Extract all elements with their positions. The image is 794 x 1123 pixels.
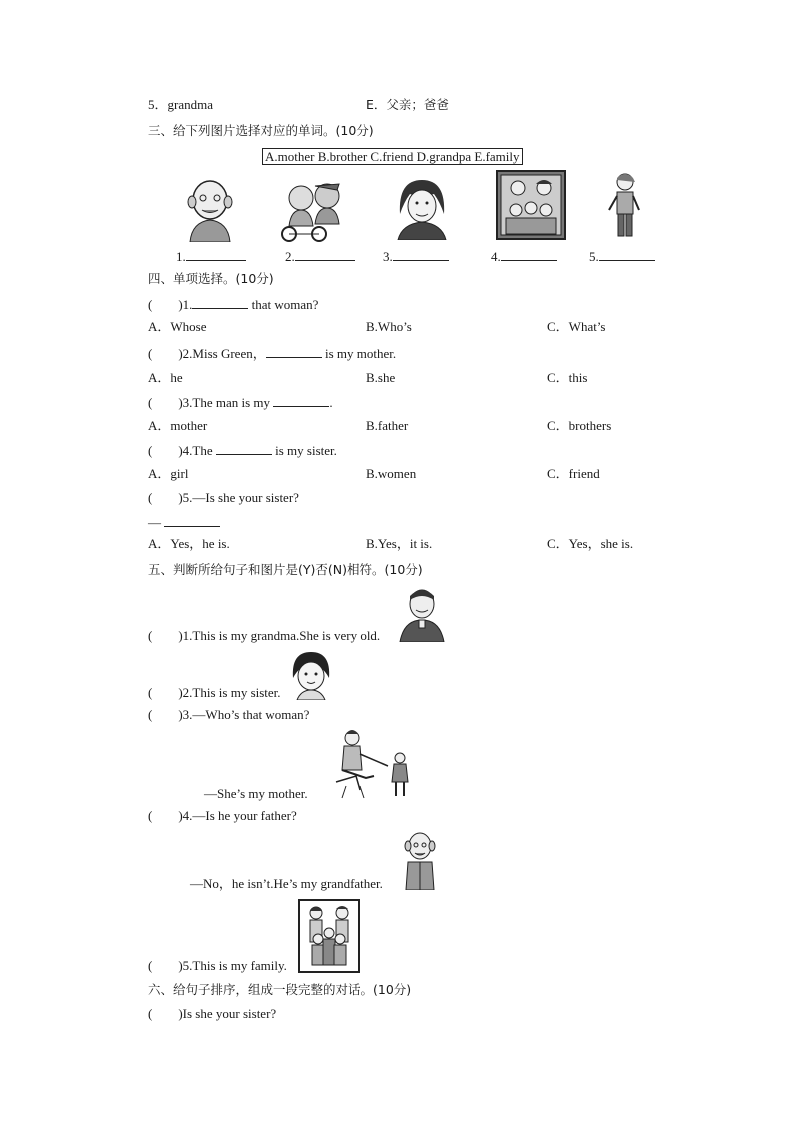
- option-c[interactable]: C．Yes，she is.: [547, 536, 634, 551]
- order-item-1: ( )Is she your sister?: [148, 1006, 277, 1021]
- answer-paren[interactable]: ( ): [148, 707, 183, 722]
- picture-label-5: 5.: [589, 248, 655, 265]
- mother-and-child-picture: [316, 726, 410, 800]
- old-man-picture: [398, 584, 448, 642]
- fill-blank[interactable]: [273, 394, 329, 407]
- option-c[interactable]: C．brothers: [547, 418, 612, 433]
- answer-blank[interactable]: [501, 248, 557, 261]
- family-portrait-picture: [496, 170, 566, 240]
- judge-item-5: ( )5.This is my family.: [148, 958, 287, 973]
- option-a[interactable]: A．mother: [148, 418, 208, 433]
- section6-heading: 六、给句子排序，组成一段完整的对话。(10分): [148, 982, 412, 997]
- answer-paren[interactable]: ( ): [148, 808, 183, 823]
- section3-heading: 三、给下列图片选择对应的单词。(10分): [148, 123, 374, 138]
- picture-label-3: 3.: [383, 248, 449, 265]
- judge-item-4-reply: —No，he isn’t.He’s my grandfather.: [190, 876, 383, 891]
- answer-paren[interactable]: ( ): [148, 395, 183, 410]
- answer-paren[interactable]: ( ): [148, 1006, 183, 1021]
- option-c[interactable]: C．What’s: [547, 319, 606, 334]
- girl-picture: [289, 650, 333, 700]
- answer-blank[interactable]: [295, 248, 355, 261]
- judge-item-4: ( )4.—Is he your father?: [148, 808, 297, 823]
- word-bank: A.mother B.brother C.friend D.grandpa E.family: [262, 148, 523, 165]
- family-picture: [298, 899, 360, 973]
- option-b[interactable]: B.Who’s: [366, 319, 412, 334]
- fill-blank[interactable]: [192, 296, 248, 309]
- boy-standing-picture: [605, 170, 645, 242]
- option-c[interactable]: C．this: [547, 370, 588, 385]
- grandfather-picture: [400, 830, 440, 890]
- judge-item-3-reply: —She’s my mother.: [204, 786, 308, 801]
- woman-smiling-picture: [390, 174, 454, 240]
- section5-heading: 五、判断所给句子和图片是(Y)否(N)相符。(10分): [148, 562, 423, 577]
- answer-blank[interactable]: [186, 248, 246, 261]
- mc-question-3: ( )3.The man is my .: [148, 395, 333, 410]
- answer-line: —: [148, 514, 220, 531]
- matching-word: grandma: [167, 97, 213, 112]
- judge-item-1: ( )1.This is my grandma.She is very old.: [148, 628, 381, 643]
- fill-blank[interactable]: [216, 442, 272, 455]
- option-b[interactable]: B.Yes，it is.: [366, 536, 433, 551]
- answer-paren[interactable]: ( ): [148, 297, 183, 312]
- grandpa-picture: [180, 174, 240, 242]
- section4-heading: 四、单项选择。(10分): [148, 271, 274, 286]
- fill-blank[interactable]: [266, 345, 322, 358]
- mc-question-2: ( )2.Miss Green， is my mother.: [148, 346, 397, 361]
- option-a[interactable]: A．girl: [148, 466, 189, 481]
- matching-number: 5．: [148, 97, 168, 112]
- option-b[interactable]: B.she: [366, 370, 396, 385]
- answer-blank[interactable]: [599, 248, 655, 261]
- fill-blank[interactable]: [164, 514, 220, 527]
- option-a[interactable]: A．Yes，he is.: [148, 536, 230, 551]
- mc-question-4: ( )4.The is my sister.: [148, 443, 337, 458]
- matching-option-e: E．父亲；爸爸: [366, 97, 449, 112]
- picture-label-4: 4.: [491, 248, 557, 265]
- answer-blank[interactable]: [393, 248, 449, 261]
- matching-item-5: [148, 97, 213, 113]
- judge-item-3: ( )3.—Who’s that woman?: [148, 707, 310, 722]
- answer-paren[interactable]: ( ): [148, 628, 183, 643]
- answer-paren[interactable]: ( ): [148, 958, 183, 973]
- option-a[interactable]: A．he: [148, 370, 183, 385]
- picture-label-2: 2.: [285, 248, 355, 265]
- judge-item-2: ( )2.This is my sister.: [148, 685, 281, 700]
- option-b[interactable]: B.father: [366, 418, 409, 433]
- answer-paren[interactable]: ( ): [148, 685, 183, 700]
- option-c[interactable]: C．friend: [547, 466, 600, 481]
- answer-paren[interactable]: ( ): [148, 346, 183, 361]
- option-a[interactable]: A．Whose: [148, 319, 207, 334]
- option-b[interactable]: B.women: [366, 466, 417, 481]
- mc-question-5: ( )5.—Is she your sister?: [148, 490, 299, 505]
- two-boys-on-bike-picture: [277, 176, 351, 242]
- answer-paren[interactable]: ( ): [148, 443, 183, 458]
- picture-label-1: 1.: [176, 248, 246, 265]
- answer-paren[interactable]: ( ): [148, 490, 183, 505]
- mc-question-1: ( )1. that woman?: [148, 297, 319, 312]
